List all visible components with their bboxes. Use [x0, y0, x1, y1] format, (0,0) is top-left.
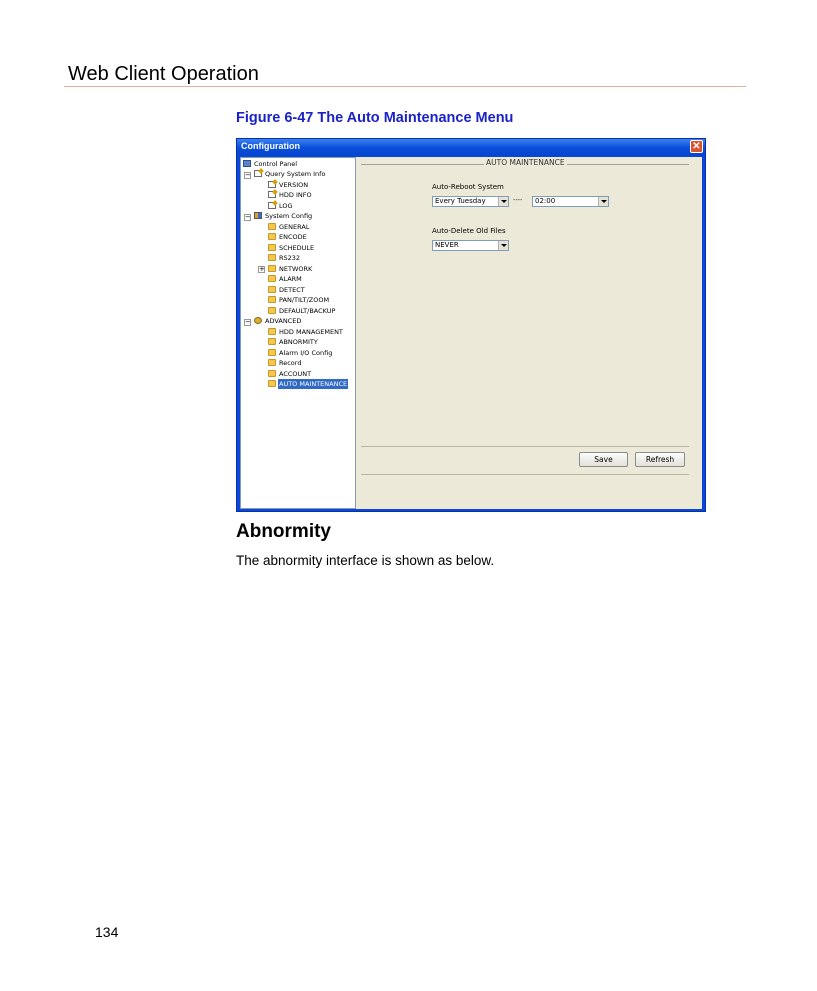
tree-item-abnormity[interactable]: ABNORMITY	[268, 337, 319, 347]
chevron-down-icon[interactable]	[498, 241, 508, 250]
collapse-system-config-icon[interactable]: −	[245, 213, 251, 221]
folder-icon	[268, 286, 276, 293]
configuration-dialog	[236, 138, 706, 512]
separator-line	[361, 446, 689, 447]
tree-item-account[interactable]: ACCOUNT	[268, 369, 312, 379]
time-separator: ----	[513, 197, 523, 204]
tree-item-version[interactable]: VERSION	[268, 180, 309, 190]
folder-icon	[268, 223, 276, 230]
tree-item-system-config[interactable]: System Config	[254, 211, 313, 221]
reboot-time-value: 02:00	[535, 197, 556, 205]
folder-icon	[268, 349, 276, 356]
chevron-down-icon[interactable]	[598, 197, 608, 206]
gears-icon	[254, 317, 262, 324]
folder-icon	[268, 328, 276, 335]
note-icon	[268, 191, 276, 198]
note-icon	[254, 170, 262, 177]
tree-item-query-system-info[interactable]: Query System Info	[254, 169, 326, 179]
open-folder-icon	[268, 380, 276, 387]
settings-icon	[254, 212, 262, 219]
collapse-advanced-icon[interactable]: −	[245, 318, 251, 326]
tree-item-advanced[interactable]: ADVANCED	[254, 316, 302, 326]
collapse-query-icon[interactable]: −	[245, 171, 251, 179]
tree-item-general[interactable]: GENERAL	[268, 222, 310, 232]
title-bar[interactable]	[237, 139, 705, 156]
tree-item-default-backup[interactable]: DEFAULT/BACKUP	[268, 306, 336, 316]
reboot-day-value: Every Tuesday	[435, 197, 486, 205]
folder-icon	[268, 233, 276, 240]
tree-item-alarm-io-config[interactable]: Alarm I/O Config	[268, 348, 333, 358]
dialog-title: Configuration	[241, 141, 300, 151]
tree-item-auto-maintenance[interactable]: AUTO MAINTENANCE	[268, 379, 348, 389]
header-rule	[64, 86, 746, 87]
figure-caption: Figure 6-47 The Auto Maintenance Menu	[236, 110, 514, 126]
tree-item-control-panel[interactable]: Control Panel	[243, 159, 298, 169]
folder-icon	[268, 338, 276, 345]
config-tree[interactable]	[240, 157, 356, 509]
section-heading: Abnormity	[236, 521, 331, 542]
auto-delete-value: NEVER	[435, 241, 459, 249]
tree-item-hdd-management[interactable]: HDD MANAGEMENT	[268, 327, 344, 337]
page-number: 134	[95, 924, 119, 940]
tree-item-detect[interactable]: DETECT	[268, 285, 306, 295]
tree-item-alarm[interactable]: ALARM	[268, 274, 303, 284]
folder-icon	[268, 265, 276, 272]
folder-icon	[268, 359, 276, 366]
auto-delete-label: Auto-Delete Old Files	[432, 227, 506, 235]
body-text: The abnormity interface is shown as below.	[236, 553, 495, 568]
folder-icon	[268, 244, 276, 251]
tree-item-rs232[interactable]: RS232	[268, 253, 301, 263]
tree-item-network[interactable]: NETWORK	[268, 264, 313, 274]
auto-delete-select[interactable]	[432, 240, 509, 251]
folder-icon	[268, 254, 276, 261]
folder-icon	[268, 275, 276, 282]
tree-item-log[interactable]: LOG	[268, 201, 294, 211]
group-title: AUTO MAINTENANCE	[486, 158, 565, 167]
tree-item-record[interactable]: Record	[268, 358, 302, 368]
folder-icon	[268, 296, 276, 303]
close-button[interactable]	[690, 140, 703, 153]
refresh-button[interactable]: Refresh	[635, 452, 685, 467]
folder-icon	[268, 307, 276, 314]
tree-item-schedule[interactable]: SCHEDULE	[268, 243, 315, 253]
expand-network-icon[interactable]: +	[259, 265, 265, 273]
save-button[interactable]: Save	[579, 452, 628, 467]
reboot-time-select[interactable]	[532, 196, 609, 207]
settings-panel	[359, 157, 702, 509]
chevron-down-icon[interactable]	[498, 197, 508, 206]
tree-item-hdd-info[interactable]: HDD INFO	[268, 190, 313, 200]
control-panel-icon	[243, 160, 251, 167]
auto-reboot-label: Auto-Reboot System	[432, 183, 504, 191]
tree-item-ptz[interactable]: PAN/TILT/ZOOM	[268, 295, 330, 305]
page-header: Web Client Operation	[68, 63, 259, 85]
tree-item-encode[interactable]: ENCODE	[268, 232, 308, 242]
folder-icon	[268, 370, 276, 377]
reboot-day-select[interactable]	[432, 196, 509, 207]
note-icon	[268, 181, 276, 188]
note-icon	[268, 202, 276, 209]
close-icon: ✕	[692, 141, 701, 152]
separator-line	[361, 474, 689, 475]
dialog-client-area	[240, 157, 702, 509]
